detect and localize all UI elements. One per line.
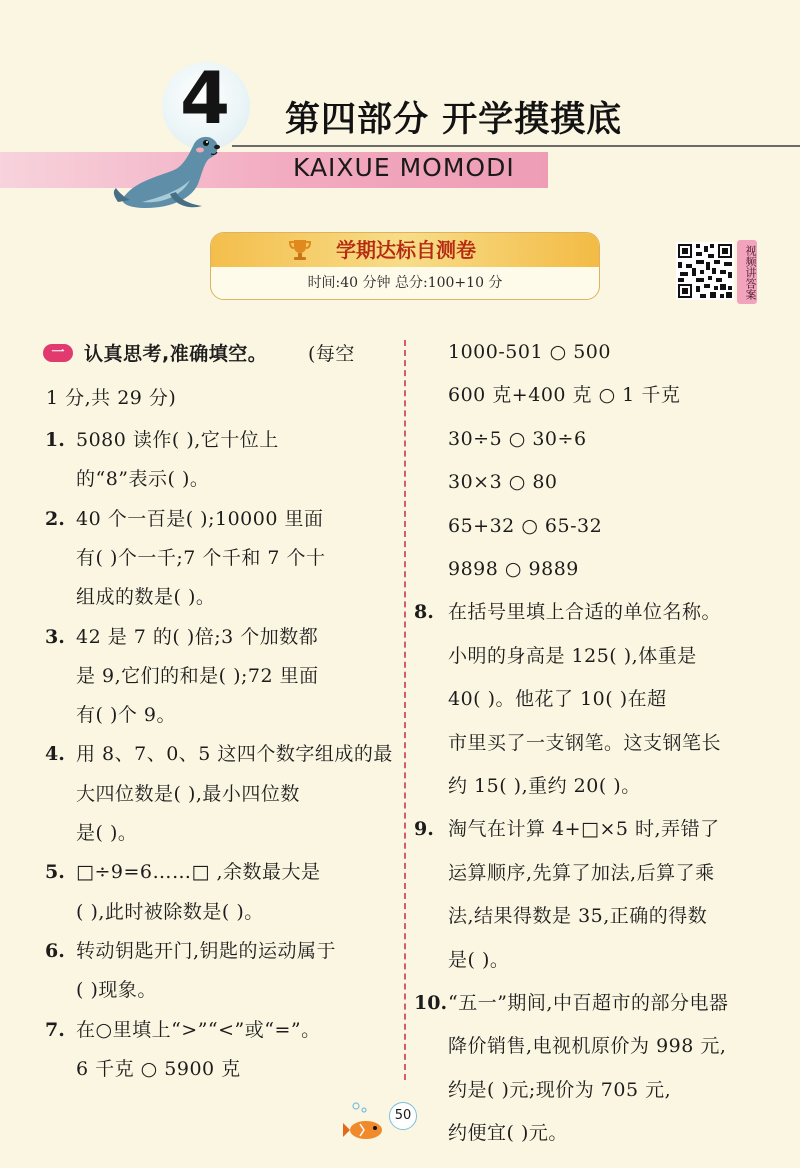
question-line: 降价销售,电视机原价为 998 元,	[448, 1035, 727, 1058]
section-badge: 一	[43, 344, 73, 362]
question-number: 1.	[45, 429, 65, 451]
question-line: ( ),此时被除数是( )。	[76, 900, 264, 923]
page-title: 第四部分 开学摸摸底	[285, 100, 623, 140]
question-line: 40 个一百是( );10000 里面	[76, 507, 324, 530]
test-title: 学期达标自测卷	[336, 238, 476, 262]
section-score-a: (每空	[308, 343, 355, 365]
question-line: 用 8、7、0、5 这四个数字组成的最	[76, 743, 393, 766]
question-line: 1000-501 ○ 500	[448, 341, 611, 363]
question-number: 2.	[45, 507, 65, 530]
question-line: 6 千克 ○ 5900 克	[76, 1057, 241, 1080]
qr-label: 视频讲答案	[737, 240, 757, 304]
question-number: 10.	[414, 992, 448, 1014]
question-line: 5080 读作( ),它十位上	[76, 429, 279, 451]
header-rule	[232, 145, 800, 147]
question-line: 42 是 7 的( )倍;3 个加数都	[76, 625, 319, 648]
question-line: 600 克+400 克 ○ 1 千克	[448, 384, 681, 407]
question-line: □÷9=6……□ ,余数最大是	[76, 861, 321, 884]
question-line: 30×3 ○ 80	[448, 471, 558, 494]
test-info-box	[210, 232, 600, 300]
question-number: 7.	[45, 1018, 65, 1041]
question-line: 是( )。	[76, 822, 138, 844]
seal-mascot-icon	[112, 122, 227, 220]
question-line: 有( )个 9。	[76, 704, 176, 727]
question-line: 大四位数是( ),最小四位数	[76, 782, 300, 805]
question-line: 30÷5 ○ 30÷6	[448, 427, 587, 450]
section-score-b: 1 分,共 29 分)	[46, 387, 177, 409]
question-number: 6.	[45, 939, 65, 962]
question-number: 3.	[45, 625, 65, 648]
fish-icon	[342, 1100, 394, 1144]
question-number: 8.	[414, 601, 434, 624]
question-line: 约便宜( )元。	[448, 1122, 568, 1145]
question-line: 市里买了一支钢笔。这支钢笔长	[448, 731, 722, 754]
test-banner	[211, 233, 599, 267]
question-line: 的“8”表示( )。	[76, 468, 210, 491]
question-line: ( )现象。	[76, 979, 157, 1002]
question-line: 9898 ○ 9889	[448, 558, 579, 580]
question-number: 4.	[45, 743, 65, 766]
question-line: “五一”期间,中百超市的部分电器	[448, 992, 729, 1014]
part-number: 4	[179, 56, 231, 140]
question-number: 5.	[45, 861, 65, 884]
qr-code-icon[interactable]	[676, 242, 734, 300]
question-line: 在括号里填上合适的单位名称。	[448, 601, 722, 624]
question-line: 是 9,它们的和是( );72 里面	[76, 664, 319, 687]
page-number: 50	[389, 1102, 417, 1130]
question-line: 组成的数是( )。	[76, 586, 216, 609]
question-line: 有( )个一千;7 个千和 7 个十	[76, 546, 326, 569]
question-line: 运算顺序,先算了加法,后算了乘	[448, 861, 715, 884]
question-line: 在○里填上“>”“<”或“=”。	[76, 1018, 321, 1041]
question-line: 约是( )元;现价为 705 元,	[448, 1078, 672, 1101]
test-meta: 时间:40 分钟 总分:100+10 分	[307, 275, 503, 291]
page-subtitle: KAIXUE MOMODI	[293, 153, 515, 182]
question-line: 法,结果得数是 35,正确的得数	[448, 905, 708, 928]
question-line: 40( )。他花了 10( )在超	[448, 688, 667, 711]
question-line: 约 15( ),重约 20( )。	[448, 775, 641, 797]
trophy-icon	[287, 237, 313, 263]
column-divider	[404, 340, 406, 1080]
section-title: 认真思考,准确填空。	[84, 343, 268, 365]
question-line: 是( )。	[448, 948, 510, 971]
question-number: 9.	[414, 818, 434, 841]
question-line: 小明的身高是 125( ),体重是	[448, 644, 697, 667]
question-line: 淘气在计算 4+□×5 时,弄错了	[448, 818, 720, 841]
question-line: 转动钥匙开门,钥匙的运动属于	[76, 939, 337, 962]
question-line: 65+32 ○ 65-32	[448, 514, 603, 537]
